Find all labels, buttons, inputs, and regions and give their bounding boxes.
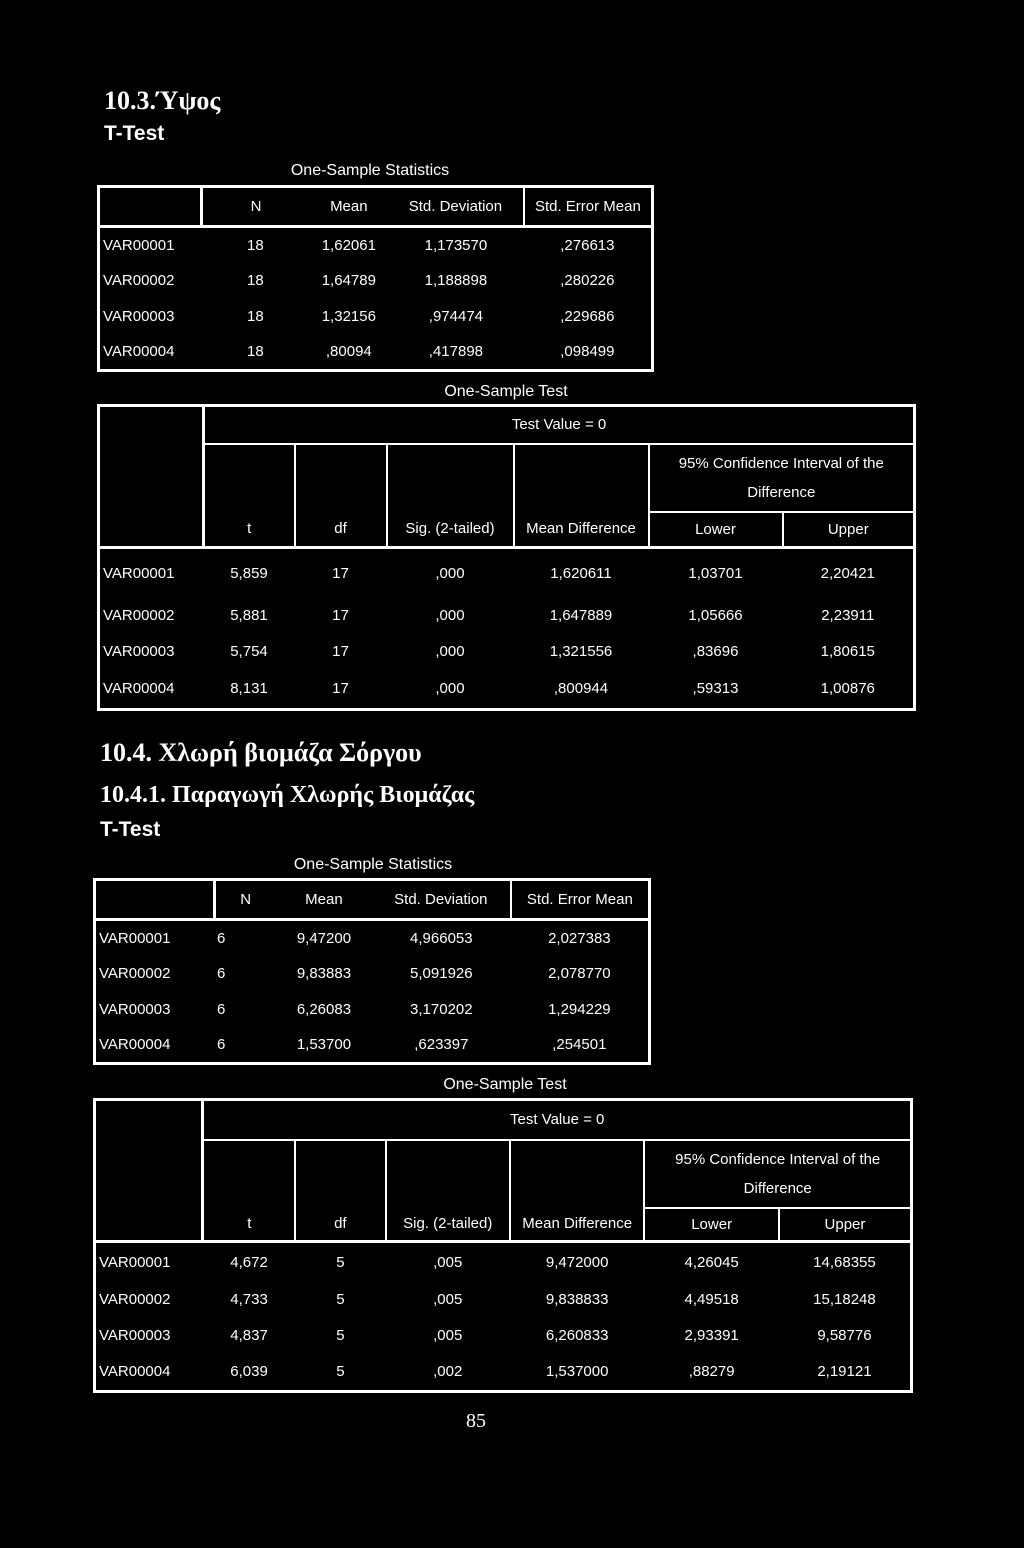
header-test-value: Test Value = 0 [203,1100,912,1140]
cell-n: 18 [246,343,264,361]
stats-title-2: One-Sample Statistics [293,856,453,873]
cell-lower: 1,03701 [688,564,743,582]
header-upper: Upper [783,512,915,548]
cell-upper: 2,23911 [821,607,875,624]
cell-std-error: 2,078770 [548,965,611,982]
cell-n: 18 [246,272,264,289]
header-confidence-interval [644,1140,911,1208]
row-label: VAR00001 [99,929,171,947]
header-lower: Lower [644,1208,778,1242]
header-n: N [214,880,276,920]
cell-t: 5,859 [230,564,268,582]
ttest-label-2: T-Test [100,818,161,841]
cell-std-error: ,276613 [560,236,615,254]
cell-n: 18 [246,308,264,325]
cell-n: 6 [217,965,226,982]
header-blank [99,187,202,227]
header-mean: Mean [310,187,388,227]
header-std-deviation: Std. Deviation [388,187,524,227]
cell-sig: ,000 [435,643,465,660]
cell-std-error: ,098499 [560,343,615,361]
row-label: VAR00004 [99,1363,171,1381]
row-label: VAR00003 [103,643,175,660]
cell-std-deviation: ,974474 [428,308,484,325]
cell-lower: 4,26045 [684,1253,739,1271]
cell-std-deviation: 4,966053 [410,929,473,947]
cell-sig: ,000 [435,564,465,582]
table-row [99,634,915,670]
ci-line-2: Difference [747,483,816,501]
table-row [95,1354,912,1392]
section-heading-height: 10.3.Ύψος [104,86,221,115]
header-mean-difference: Mean Difference [510,1208,644,1242]
one-sample-test-table-2 [93,1098,913,1393]
row-label: VAR00004 [103,680,175,698]
row-label: VAR00001 [99,1253,171,1271]
cell-mean: ,80094 [325,343,372,361]
row-label: VAR00002 [99,965,171,982]
table-row [99,548,915,598]
cell-std-error: ,254501 [552,1036,607,1054]
cell-upper: 2,20421 [820,564,875,582]
statistics-table-1 [97,185,654,372]
cell-mean: 9,47200 [296,929,352,947]
cell-df: 17 [332,607,349,624]
row-label: VAR00004 [103,343,175,361]
cell-t: 6,039 [230,1363,268,1381]
cell-mean-difference: ,800944 [553,680,609,698]
cell-std-deviation: ,417898 [428,343,484,361]
cell-mean-difference: 1,537000 [545,1363,609,1381]
statistics-table-2 [93,878,651,1065]
cell-std-deviation: 1,173570 [424,236,488,254]
cell-df: 17 [332,643,349,660]
cell-mean-difference: 9,472000 [545,1253,609,1271]
cell-mean-difference: 1,647889 [549,607,613,624]
header-df: df [295,1208,385,1242]
subsection-heading-biomass: 10.4.1. Παραγωγή Χλωρής Βιομάζας [100,782,475,808]
cell-df: 17 [332,680,349,698]
header-df: df [295,512,387,548]
header-blank [95,1100,203,1242]
cell-sig: ,005 [433,1253,463,1271]
header-mean: Mean [276,880,372,920]
header-n: N [201,187,310,227]
cell-lower: 2,93391 [684,1327,739,1344]
cell-mean: 1,62061 [321,236,376,254]
stats-title-1: One-Sample Statistics [290,162,450,179]
section-heading-biomass: 10.4. Χλωρή βιομάζα Σόργου [100,738,422,767]
cell-lower: ,88279 [688,1363,735,1381]
cell-mean: 9,83883 [296,965,352,982]
cell-std-error: 1,294229 [548,1001,611,1018]
cell-t: 5,881 [230,607,268,624]
cell-df: 17 [332,564,349,582]
one-sample-test-table-1 [97,404,916,711]
cell-sig: ,005 [433,1327,463,1344]
cell-df: 5 [336,1253,345,1271]
cell-mean-difference: 1,620611 [550,564,612,582]
cell-n: 6 [217,929,226,947]
table-row [95,1318,912,1354]
cell-mean-difference: 9,838833 [545,1291,609,1308]
header-confidence-interval [649,444,915,512]
header-blank [99,406,204,548]
header-upper: Upper [779,1208,912,1242]
cell-std-deviation: 5,091926 [410,965,473,982]
cell-lower: ,83696 [692,643,739,660]
cell-std-deviation: 3,170202 [410,1001,473,1018]
cell-lower: ,59313 [692,680,739,698]
header-lower: Lower [649,512,783,548]
header-std-error-mean: Std. Error Mean [511,880,650,920]
header-t: t [204,512,295,548]
cell-upper: 14,68355 [813,1253,876,1271]
cell-t: 4,733 [230,1291,268,1308]
row-label: VAR00004 [99,1036,171,1054]
cell-upper: 1,80615 [820,643,875,660]
table-row [95,1242,912,1282]
cell-sig: ,002 [433,1363,463,1381]
row-label: VAR00001 [103,236,175,254]
row-label: VAR00003 [99,1001,171,1018]
cell-sig: ,005 [433,1291,463,1308]
table-row [99,670,915,710]
header-blank [95,880,215,920]
table-row [95,1282,912,1318]
row-label: VAR00003 [99,1327,171,1344]
table-row [95,1028,650,1064]
cell-mean: 1,64789 [321,272,376,289]
ttest-label-1: T-Test [104,122,165,145]
cell-t: 5,754 [230,643,268,660]
cell-upper: 15,18248 [813,1291,876,1308]
cell-sig: ,000 [435,607,465,624]
table-row [99,263,653,299]
cell-df: 5 [336,1291,345,1308]
ci-line-1: 95% Confidence Interval of the [678,454,884,472]
row-label: VAR00001 [103,564,175,582]
table-row [95,992,650,1028]
cell-n: 6 [217,1036,226,1054]
cell-upper: 2,19121 [817,1363,872,1381]
test-title-1: One-Sample Test [444,383,568,400]
cell-lower: 1,05666 [688,607,743,624]
cell-std-error: ,229686 [560,308,615,325]
cell-mean-difference: 1,321556 [549,643,613,660]
row-label: VAR00002 [103,607,175,624]
cell-df: 5 [336,1327,345,1344]
table-row [95,956,650,992]
row-label: VAR00002 [99,1291,171,1308]
test-title-2: One-Sample Test [443,1076,567,1093]
cell-mean-difference: 6,260833 [545,1327,609,1344]
cell-t: 4,837 [230,1327,268,1344]
ci-line-2: Difference [743,1179,812,1197]
cell-sig: ,000 [435,680,465,698]
cell-mean: 6,26083 [296,1001,352,1018]
cell-upper: 9,58776 [817,1327,872,1344]
row-label: VAR00002 [103,272,175,289]
cell-lower: 4,49518 [684,1291,739,1308]
page-number: 85 [466,1410,486,1432]
header-std-error-mean: Std. Error Mean [524,187,653,227]
cell-std-error: ,280226 [560,272,615,289]
cell-std-error: 2,027383 [548,929,611,947]
table-row [95,920,650,956]
header-sig: Sig. (2-tailed) [387,512,514,548]
cell-std-deviation: 1,188898 [424,272,488,289]
cell-n: 6 [217,1001,226,1018]
table-row [99,299,653,335]
cell-n: 18 [246,236,264,254]
header-sig: Sig. (2-tailed) [386,1208,510,1242]
row-label: VAR00003 [103,308,175,325]
table-row [99,227,653,263]
header-test-value: Test Value = 0 [204,406,915,444]
cell-mean: 1,53700 [296,1036,352,1054]
cell-upper: 1,00876 [820,680,875,698]
header-mean-difference: Mean Difference [514,512,649,548]
table-row [99,598,915,634]
cell-df: 5 [336,1363,345,1381]
cell-std-deviation: ,623397 [414,1036,469,1054]
table-row [99,335,653,371]
header-t: t [203,1208,295,1242]
cell-t: 8,131 [230,680,268,698]
cell-t: 4,672 [230,1253,268,1271]
header-std-deviation: Std. Deviation [372,880,511,920]
cell-mean: 1,32156 [321,308,376,325]
ci-line-1: 95% Confidence Interval of the [675,1150,881,1168]
